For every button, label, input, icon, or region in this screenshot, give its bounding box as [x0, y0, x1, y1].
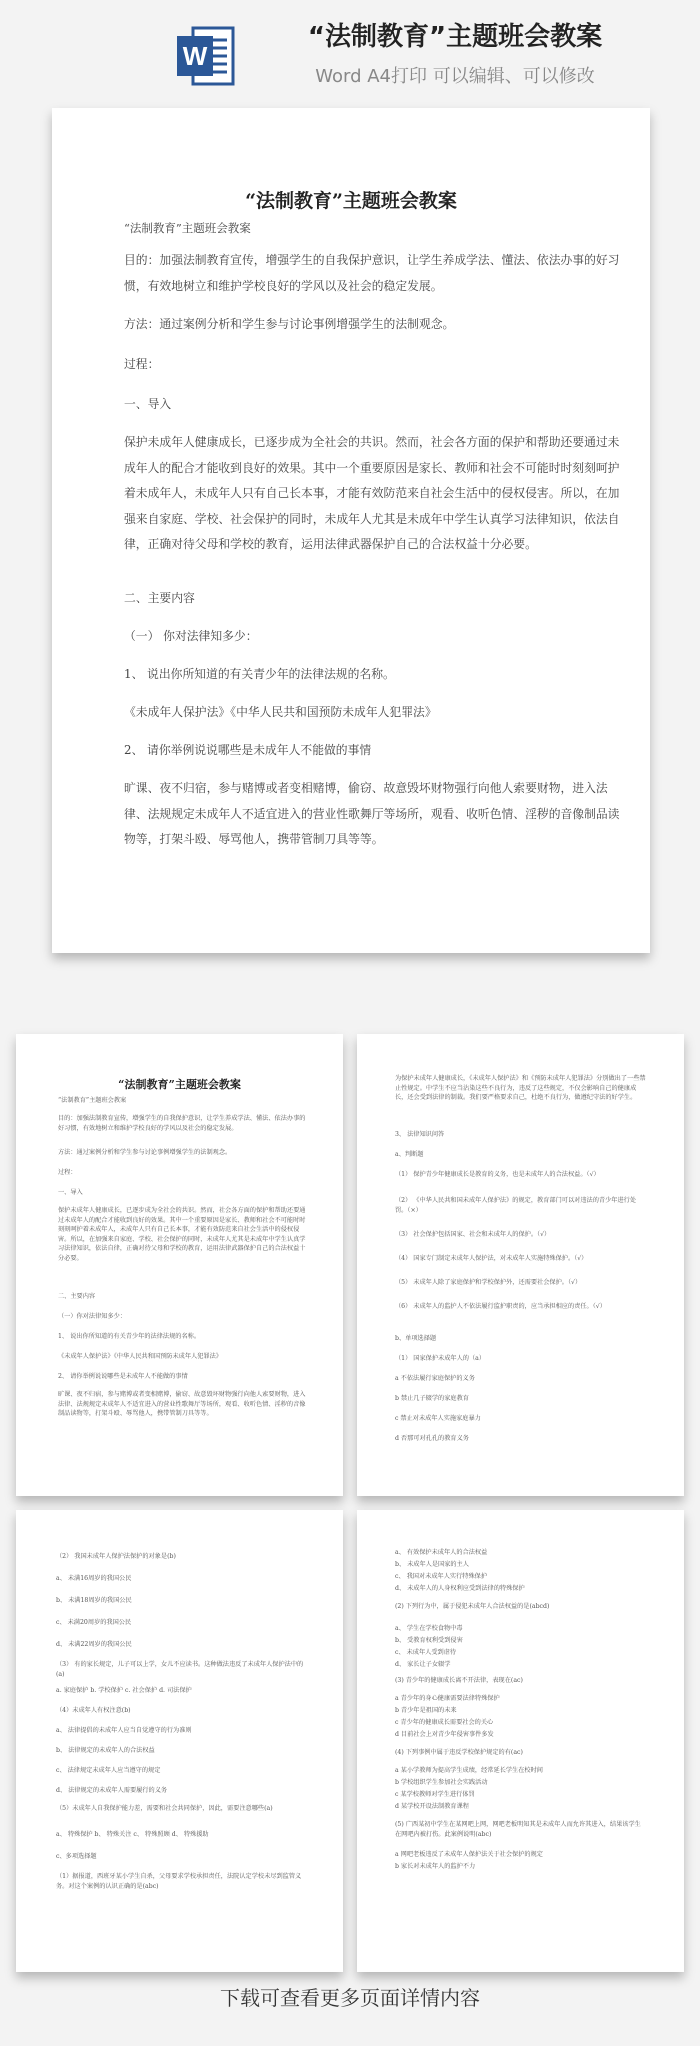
thumb4-line: a 青少年的身心健康需要法律特殊保护 [395, 1695, 500, 1702]
document-page-main [52, 108, 650, 953]
thumb4-line: d 某学校开设法制教育课程 [395, 1803, 469, 1810]
thumb1-line: 保护未成年人健康成长，已逐步成为全社会的共识。然而，社会各方面的保护和帮助还要通过未成年人的配合才能收到良好的效果。其中一个重要原因是家长、教师和社会不可能时时刻刻呵护着未成年人，未成年人只有自己长本事，才能有效防范来自社会生活中的侵权侵害。所以，在加强来自家庭、学校、社会保护的同时，未成年人尤其是未成年中学生认真学习法律知识，依法自律，正确对待父母和学校的教育，运用法律武器保护自己的合法权益十分必要。 [58, 1207, 306, 1262]
thumb2-line: a 不依法履行家庭保护的义务 [395, 1375, 475, 1382]
doc-item-1: 1、 说出你所知道的有关青少年的法律法规的名称。 [124, 667, 395, 681]
thumb1-line: 2、 请你举例说说哪些是未成年人不能做的事情 [58, 1373, 188, 1380]
thumb4-line: (2) 下列行为中，属于侵犯未成年人合法权益的是(abcd) [395, 1603, 550, 1610]
thumb4-line: c、 未成年人受到虐待 [395, 1649, 457, 1656]
thumb3-line: d、 法律规定的未成年人需要履行的义务 [56, 1787, 168, 1794]
header [0, 0, 700, 100]
page-subtitle: Word A4打印 可以编辑、可以修改 [315, 66, 595, 87]
document-title: “法制教育”主题班会教案 [245, 190, 457, 212]
doc-paragraph-process: 过程： [124, 357, 160, 371]
thumb1-line: 旷课、夜不归宿，参与赌博或者变相赌博，偷窃、故意毁坏财物强行向他人索要财物，进入法律、法规规定未成年人不适宜进入的营业性歌舞厅等场所，观看、收听色情、淫秽的音像制品读物等，打架斗殴、辱骂他人，携带管制刀具等等。 [58, 1391, 306, 1417]
thumb3-line: a、 法律提倡的未成年人应当自觉遵守的行为准则 [56, 1727, 192, 1734]
thumb4-line: d、 家长让子女辍学 [395, 1661, 451, 1668]
thumbnail-page-1[interactable] [16, 1034, 343, 1496]
thumbnail-page-3[interactable] [16, 1510, 343, 1972]
thumb2-line: a、判断题 [395, 1151, 424, 1158]
doc-item-2: 2、 请你举例说说哪些是未成年人不能做的事情 [124, 743, 372, 757]
thumb3-line: d、 未满22周岁的我国公民 [56, 1641, 132, 1648]
thumb3-line: a、 特殊保护 b、 特殊关注 c、 特殊照顾 d、 特殊援助 [56, 1831, 209, 1838]
thumb2-line: 3、 法律知识问答 [395, 1131, 445, 1138]
thumb2-line: d 否那可对孔孔的教育义务 [395, 1435, 469, 1442]
thumb4-line: b 家长对未成年人的监护不力 [395, 1863, 476, 1870]
thumb2-line: （5） 未成年人除了家庭保护和学校保护外，还需要社会保护。（√） [395, 1279, 582, 1286]
thumb3-line: c、 法律规定未成年人应当遵守的规定 [56, 1767, 161, 1774]
thumb4-line: b、 未成年人是国家的主人 [395, 1561, 469, 1568]
thumb2-line: （2） 《中华人民共和国未成年人保护法》的规定，教育部门可以对违法的青少年进行处罚。（×） [395, 1197, 637, 1214]
thumb4-line: a 某小学教师为提高学生成绩，经常延长学生在校时间 [395, 1767, 543, 1774]
word-icon [175, 22, 237, 90]
doc-paragraph-intro: 保护未成年人健康成长，已逐步成为全社会的共识。然而，社会各方面的保护和帮助还要通过未成年人的配合才能收到良好的效果。其中一个重要原因是家长、教师和社会不可能时时刻刻呵护着未成年人，未成年人只有自己长本事，才能有效防范来自社会生活中的侵权侵害。所以，在加强来自家庭、学校、社会保护的同时，未成年人尤其是未成年中学生认真学习法律知识，依法自律，正确对待父母和学校的教育，运用法律武器保护自己的合法权益十分必要。 [124, 435, 620, 551]
thumb2-line: （1） 国家保护未成年人的（a） [395, 1355, 486, 1362]
thumb3-line: （1）据报道，西班牙某小学生自杀，父母要求学校承担责任，法院认定学校未尽到监管义务。对这个案例的认识正确的是(abc) [56, 1873, 302, 1890]
page-title: “法制教育”主题班会教案 [307, 22, 603, 52]
thumbnail-page-4[interactable] [357, 1510, 684, 1972]
thumb3-line: b、 未满18周岁的我国公民 [56, 1597, 132, 1604]
thumb3-line: （4）未成年人有权注意(b) [56, 1707, 131, 1714]
thumb4-line: c 某学校教师对学生进行体罚 [395, 1791, 475, 1798]
doc-paragraph-method: 方法：通过案例分析和学生参与讨论事例增强学生的法制观念。 [124, 317, 455, 331]
thumb2-line: （3） 社会保护包括国家、社会和未成年人的保护。（√） [395, 1231, 551, 1238]
thumb3-line: a、 未满16周岁的我国公民 [56, 1575, 132, 1582]
thumb4-line: c 青少年的健康成长需要社会的关心 [395, 1719, 494, 1726]
thumb4-line: d 目前社会上对青少年侵害事件多发 [395, 1731, 494, 1738]
thumb1-line: 《未成年人保护法》《中华人民共和国预防未成年人犯罪法》 [58, 1353, 222, 1360]
word-logo-letter: W [182, 41, 208, 71]
thumb4-line: a 网吧老板违反了未成年人保护法关于社会保护的规定 [395, 1851, 543, 1858]
thumb3-line: （2） 我国未成年人保护法保护的对象是(b) [56, 1553, 176, 1560]
thumb1-line: 二、主要内容 [58, 1293, 96, 1300]
thumb2-line: （6） 未成年人的监护人不依法履行监护职责的，应当承担相应的责任。（√） [395, 1303, 606, 1310]
thumb4-line: d、 未成年人的人身权利应受到法律的特殊保护 [395, 1585, 525, 1592]
thumb3-line: c、 未满20周岁的我国公民 [56, 1619, 132, 1626]
thumb4-line: a、 学生在学校食物中毒 [395, 1625, 463, 1632]
doc-heading-content: 二、主要内容 [124, 591, 195, 605]
doc-item-1-answer: 《未成年人保护法》《中华人民共和国预防未成年人犯罪法》 [124, 705, 437, 719]
thumb4-line: (5) 广西某初中学生在某网吧上网，网吧老板明知其是未成年人而允许其进入，结果该学生在网吧内被打伤。此案例说明(abc) [395, 1821, 641, 1838]
thumb1-line: “法制教育”主题班会教案 [58, 1097, 127, 1104]
thumb4-line: (4) 下列事例中属于违反学校保护规定的有(ac) [395, 1749, 523, 1756]
thumb4-line: b、 受教育权利受到侵害 [395, 1637, 463, 1644]
thumb1-line: 目的：加强法制教育宣传，增强学生的自我保护意识，让学生养成学法、懂法、依法办事的好习惯，有效地树立和维护学校良好的学风以及社会的稳定发展。 [58, 1115, 306, 1132]
thumb3-line: （3） 有的家长规定，儿子可以上学，女儿不应读书。这种做法违反了未成年人保护法中的(a) [56, 1661, 304, 1678]
thumb4-line: a、 有效保护未成年人的合法权益 [395, 1549, 488, 1556]
thumb4-line: (3) 青少年的健康成长离不开法律，表现在(ac) [395, 1677, 523, 1684]
doc-item-2-answer: 旷课、夜不归宿，参与赌博或者变相赌博，偷窃、故意毁坏财物强行向他人索要财物，进入法律、法规规定未成年人不适宜进入的营业性歌舞厅等场所，观看、收听色情、淫秽的音像制品读物等，打架斗殴、辱骂他人，携带管制刀具等等。 [124, 781, 620, 846]
doc-heading-intro: 一、导入 [124, 397, 172, 411]
doc-paragraph-purpose: 目的：加强法制教育宣传，增强学生的自我保护意识，让学生养成学法、懂法、依法办事的好习惯，有效地树立和维护学校良好的学风以及社会的稳定发展。 [124, 253, 620, 293]
thumb2-line: b、单项选择题 [395, 1335, 437, 1342]
thumb4-line: c、 我国对未成年人实行特殊保护 [395, 1573, 488, 1580]
thumb1-line: 一、导入 [58, 1189, 83, 1196]
thumb1-line: （一）你对法律知多少： [58, 1313, 127, 1320]
thumb3-line: c、多项选择题 [56, 1853, 97, 1860]
thumb1-line: 方法：通过案例分析和学生参与讨论事例增强学生的法制观念。 [58, 1149, 232, 1156]
thumb4-line: b 学校组织学生参加社会实践活动 [395, 1779, 488, 1786]
thumb3-line: （5）未成年人自我保护能力差，需要和社会共同保护，因此，需要注意哪些(a) [56, 1805, 273, 1812]
thumb1-title: “法制教育”主题班会教案 [118, 1078, 241, 1091]
thumb1-line: 过程： [58, 1169, 77, 1176]
thumb2-line: （1） 保护青少年健康成长是教育的义务，也是未成年人的合法权益。（√） [395, 1171, 600, 1178]
thumb2-line: 为保护未成年人健康成长，《未成年人保护法》和《预防未成年人犯罪法》分别做出了一些禁止性规定。中学生不应当沾染这些不良行为，违反了这些规定，不仅会影响自己的健康成长，还会受到法律的制裁。我们要严格要求自己，杜绝不良行为，做遵纪守法的好学生。 [395, 1075, 646, 1101]
thumb2-line: b 禁止几子辍学的家庭教育 [395, 1395, 469, 1402]
thumb2-line: （4） 国家专门制定未成年人保护法，对未成年人实施特殊保护。（√） [395, 1255, 588, 1262]
thumb2-line: c 禁止对未成年人实施家庭暴力 [395, 1415, 481, 1422]
thumbnail-page-2[interactable] [357, 1034, 684, 1496]
doc-subheading-law: （一） 你对法律知多少： [124, 629, 258, 643]
thumb3-line: b、 法律规定的未成年人的合法权益 [56, 1747, 155, 1754]
thumb3-line: a. 家庭保护 b. 学校保护 c. 社会保护 d. 司法保护 [56, 1687, 192, 1694]
download-more-link[interactable]: 下载可查看更多页面详情内容 [220, 1986, 480, 2010]
thumb4-line: b 青少年是祖国的未来 [395, 1707, 457, 1714]
doc-subtitle: “法制教育”主题班会教案 [124, 221, 251, 235]
thumb1-line: 1、 说出你所知道的有关青少年的法律法规的名称。 [58, 1333, 201, 1340]
